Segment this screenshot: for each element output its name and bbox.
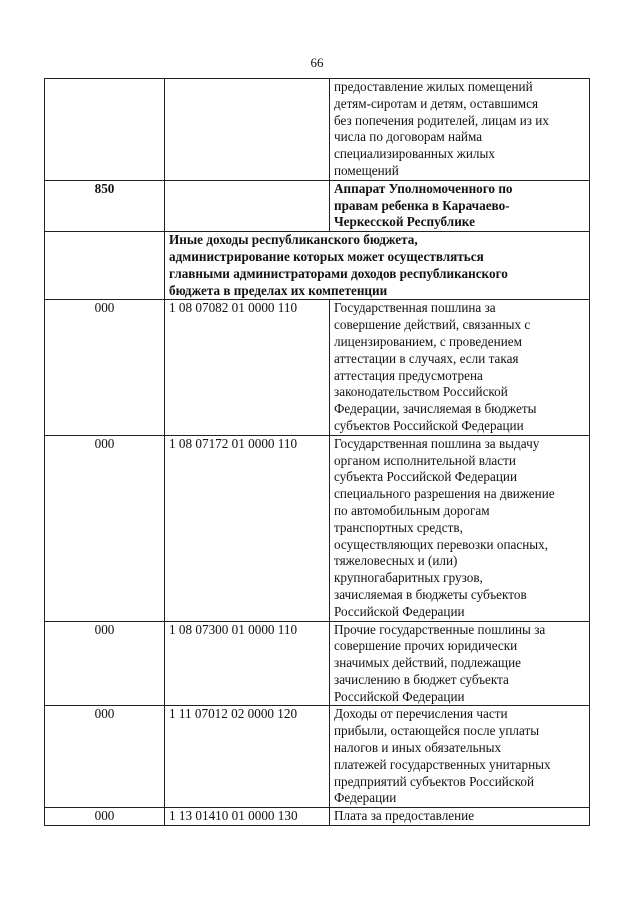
- description-line: Доходы от перечисления части: [334, 706, 508, 722]
- description-line: детям-сиротам и детям, оставшимся: [334, 95, 539, 111]
- description-line: специального разрешения на движение: [334, 486, 555, 502]
- description-line: лицензированием, с проведением: [334, 333, 522, 349]
- description-line: аттестация предусмотрена: [334, 367, 483, 383]
- description-line: Государственная пошлина за: [334, 300, 496, 316]
- kbk-code-cell: [165, 79, 330, 181]
- description-line: предоставление жилых помещений: [334, 79, 533, 94]
- description-line: Плата за предоставление: [334, 808, 475, 824]
- description-line: крупногабаритных грузов,: [334, 570, 483, 586]
- table-row: [45, 79, 590, 181]
- description-line: по автомобильным дорогам: [334, 502, 490, 518]
- description-line: осуществляющих перевозки опасных,: [334, 536, 549, 552]
- table-row: [45, 621, 590, 706]
- admin-code-cell: [45, 79, 165, 181]
- description-line: Аппарат Уполномоченного по: [334, 180, 513, 196]
- revenue-table: [44, 78, 590, 826]
- description-line: транспортных средств,: [334, 519, 463, 535]
- table-row: [45, 232, 590, 300]
- description-line: Федерации, зачисляемая в бюджеты: [334, 401, 537, 417]
- admin-code-cell: 000: [45, 435, 165, 621]
- description-cell: [330, 808, 590, 826]
- admin-code-cell: 000: [45, 300, 165, 435]
- description-line: органом исполнительной власти: [334, 452, 516, 468]
- description-line: законодательством Российской: [334, 384, 508, 400]
- description-line: Прочие государственные пошлины за: [334, 621, 546, 637]
- description-line: совершение действий, связанных с: [334, 317, 531, 333]
- description-line: совершение прочих юридически: [334, 638, 518, 654]
- description-line: Федерации: [334, 790, 397, 806]
- description-line: тяжеловесных и (или): [334, 553, 458, 569]
- kbk-code-cell: [165, 180, 330, 231]
- description-line: Иные доходы республиканского бюджета,: [169, 232, 418, 248]
- description-cell: [330, 300, 590, 435]
- description-line: субъектов Российской Федерации: [334, 417, 524, 433]
- kbk-code-cell: 1 08 07082 01 0000 110: [165, 300, 330, 435]
- description-line: зачисляемая в бюджеты субъектов: [334, 586, 527, 602]
- description-line: числа по договорам найма: [334, 129, 483, 145]
- description-line: Российской Федерации: [334, 603, 465, 619]
- description-line: главными администраторами доходов республиканского: [169, 265, 508, 281]
- kbk-code-cell: 1 13 01410 01 0000 130: [165, 808, 330, 826]
- description-line: помещений: [334, 162, 399, 178]
- description-cell: [330, 79, 590, 181]
- description-line: администрирование которых может осуществляться: [169, 248, 484, 264]
- description-line: зачислению в бюджет субъекта: [334, 671, 509, 687]
- description-cell: [330, 706, 590, 808]
- description-line: аттестации в случаях, если такая: [334, 350, 519, 366]
- kbk-code-cell: 1 08 07172 01 0000 110: [165, 435, 330, 621]
- table-row: [45, 706, 590, 808]
- page-number: 66: [310, 55, 324, 70]
- admin-code-cell: 850: [45, 180, 165, 231]
- description-line: специализированных жилых: [334, 146, 495, 162]
- description-line: Государственная пошлина за выдачу: [334, 435, 540, 451]
- description-line: прибыли, остающейся после уплаты: [334, 723, 540, 739]
- table-row: [45, 180, 590, 231]
- description-line: значимых действий, подлежащие: [334, 655, 521, 671]
- table-row: [45, 300, 590, 435]
- description-line: без попечения родителей, лицам из их: [334, 112, 549, 128]
- kbk-code-cell: 1 08 07300 01 0000 110: [165, 621, 330, 706]
- description-line: правам ребенка в Карачаево-: [334, 197, 510, 213]
- description-line: платежей государственных унитарных: [334, 756, 551, 772]
- description-line: субъекта Российской Федерации: [334, 469, 518, 485]
- admin-code-cell: 000: [45, 621, 165, 706]
- kbk-code-cell: 1 11 07012 02 0000 120: [165, 706, 330, 808]
- description-line: Черкесской Республике: [334, 214, 475, 230]
- description-line: налогов и иных обязательных: [334, 740, 502, 756]
- admin-code-cell: 000: [45, 808, 165, 826]
- table-row: [45, 435, 590, 621]
- description-cell: [330, 435, 590, 621]
- description-cell: [330, 621, 590, 706]
- description-line: предприятий субъектов Российской: [334, 773, 535, 789]
- description-line: бюджета в пределах их компетенции: [169, 282, 388, 298]
- admin-code-cell: 000: [45, 706, 165, 808]
- table-row: [45, 808, 590, 826]
- description-line: Российской Федерации: [334, 688, 465, 704]
- section-heading-cell: [165, 232, 590, 300]
- table-body: [45, 79, 590, 826]
- admin-code-cell: [45, 232, 165, 300]
- description-cell: [330, 180, 590, 231]
